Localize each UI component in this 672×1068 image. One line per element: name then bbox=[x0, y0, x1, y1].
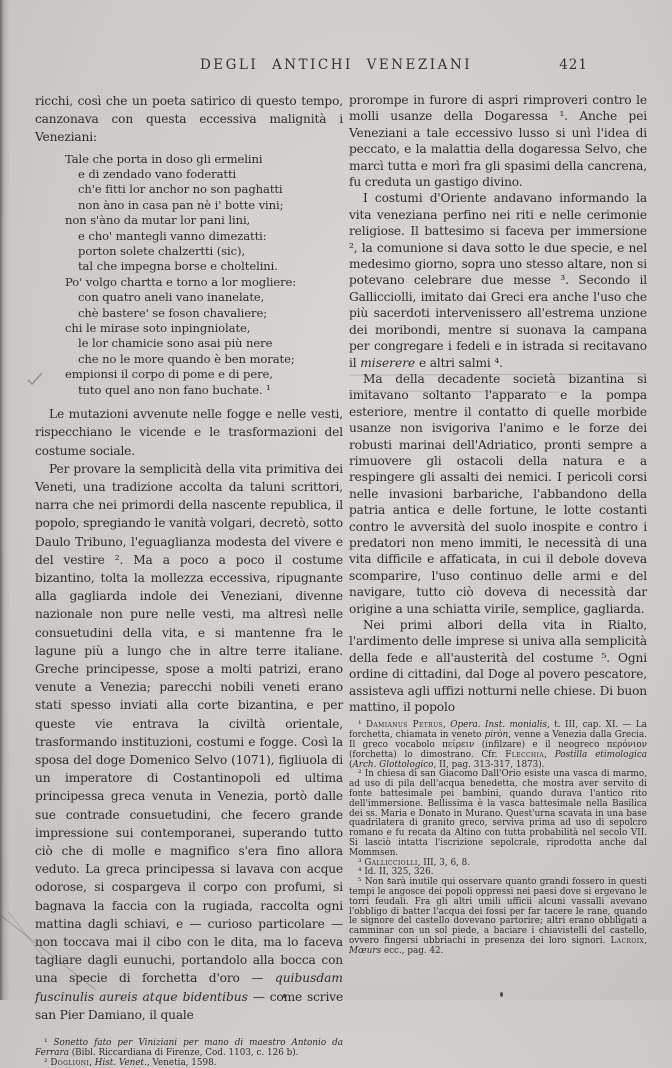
footnote: ¹ Damianus Petrus, Opera. Inst. monialis, t. III, cap. XI. — La forchetta, chiamata in veneto piròn, venne a Venezia dalla Grecia. Il greco vocabolo πείρειν (infilzare) e il neogreco περόνιον (forchetta) lo dimostrano. Cfr. Flecchia, Postilla etimologica (Arch. Glottologico, II, pag. 313-317, 1873). bbox=[349, 720, 648, 770]
right-body-paragraphs bbox=[349, 92, 647, 715]
footnote: ⁵ Non sarà inutile qui osservare quanto grandi fossero in questi tempi le angosce dei popoli oppressi nei paesi dove si ergevano le torri feudali. Fra gli altri umili ufficii alcuni vassalli avevano l'obbligo di batter l'acqua dei fossi per far tacere le rane, quando le signore del castello dovevano partorire; altri erano obbligati a camminar con un sol piede, a baciare i chiavistelli del castello, ovvero fingersi ubbriachi in presenza dei loro signori. Lacroix, Mœurs ecc., pag. 42. bbox=[349, 877, 647, 956]
poem-line: non s'àno da mutar lor pani lini, bbox=[65, 213, 251, 228]
left-footnotes bbox=[35, 1038, 343, 1068]
footnote: ² Doglioni, Hist. Venet., Venetia, 1598. bbox=[44, 1058, 217, 1068]
poem-line: tal che impegna borse e choltelini. bbox=[78, 259, 278, 274]
poem-line: ch'e fitti lor anchor no son paghatti bbox=[78, 182, 283, 197]
right-footnotes bbox=[349, 721, 647, 956]
right-text-column bbox=[349, 92, 647, 957]
footnote: ³ Gallicciolli, III, 3, 6, 8. bbox=[358, 857, 471, 868]
paragraph: I costumi d'Oriente andavano informando la vita veneziana perfino nei riti e nelle cerimonie religiose. Il battesimo si faceva per immersione ², la comunione si dava sotto le due specie, e nel medesimo giorno, sopra uno stesso altare, non si potevano celebrare due messe ³. Secondo il Gallicciolli, imitato dai Greci era anche l'uso che più sacerdoti intervenissero all'estrema unzione dei moribondi, mentre si suonava la campana per congregare i fedeli e in istrada si recitavano il miserere e altri salmi ⁴. bbox=[349, 191, 647, 370]
poem-line: Tale che porta in doso gli ermelini bbox=[65, 151, 263, 166]
left-intro-paragraphs bbox=[35, 92, 343, 147]
left-text-column bbox=[35, 92, 343, 1068]
poem-line: empionsi il corpo di pome e di pere, bbox=[65, 367, 273, 382]
poem-line: non àno in casa pan nè i' botte vini; bbox=[78, 197, 284, 212]
poem-line: chi le mirase soto inpingniolate, bbox=[65, 321, 251, 336]
paragraph: prorompe in furore di aspri rimproveri contro le molli usanze della Dogaressa ¹. Anche pei Veneziani a tale eccessivo lusso si unì l'idea di peccato, e la malattia della dogaressa Selvo, che marcì tutta e morì fra gli spasimi della cancrena, fu creduta un gastigo divino. bbox=[349, 93, 647, 190]
running-head-title: DEGLI ANTICHI VENEZIANI bbox=[199, 57, 473, 73]
paragraph: ricchi, così che un poeta satirico di questo tempo, canzonava con questa eccessiva malignità i Veneziani: bbox=[35, 94, 343, 145]
poem-line: che no le more quando è ben morate; bbox=[78, 351, 295, 366]
footnote: ⁴ Id. II, 325, 326. bbox=[358, 867, 434, 878]
paragraph: Per provare la semplicità della vita primitiva dei Veneti, una tradizione accolta da taluni scrittori, narra che nei primordi della nascente republica, il popolo, spregiando le vanità volgari, decretò, sotto Daulo Tribuno, l'eguaglianza modesta del vivere e del vestire ². Ma a poco a poco il costume bizantino, tolta la mollezza eccessiva, ripugnante alla gagliarda indole dei Veneziani, divenne nazionale non pure nelle vesti, ma altresì nelle consuetudini della vita, e si mantenne fra le lagune più a lungo che in altre terre italiane. Greche principesse, spose a molti patrizi, erano venute a Venezia; parecchi nobili veneti erano stati spesso inviati alla corte bizantina, e per queste vie entrava la civiltà orientale, trasformando instituzioni, costumi e fogge. Così la sposa del doge Domenico Selvo (1071), figliuola di un imperatore di Costantinopoli ed ultima principessa greca venuta in Venezia, portò dalle sue contrade consuetudini, che fecero grande impressione sui contemporanei, superando tutto ciò che di molle e magnifico s'era fino allora veduto. La greca principessa si lavava con acque odorose, si cospargeva il corpo con profumi, si bagnava la faccia con la rugiada, raccolta ogni mattina dagli schiavi, e — curioso particolare — non toccava mai il cibo con le dita, ma lo faceva tagliare dagli eunuchi, portandolo alla bocca con una specie di forchetta d'oro — quibusdam fuscinulis aureis atque bidentibus — come scrive san Pier Damiano, il quale bbox=[35, 461, 344, 1022]
poem-line: tuto quel ano non fano buchate. ¹ bbox=[78, 382, 271, 397]
page-number: 421 bbox=[559, 57, 588, 73]
pencil-check-mark bbox=[26, 371, 44, 387]
footnote: ¹ Sonetto fato per Viniziani per mano di maestro Antonio da Ferrara (Bibl. Riccardiana di Firenze, Cod. 1103, c. 126 b). bbox=[35, 1038, 343, 1059]
poem-line: e di zendado vano foderatti bbox=[78, 167, 237, 182]
satirical-sonnet bbox=[65, 152, 343, 399]
scan-left-edge-shadow bbox=[0, 0, 10, 1000]
left-body-paragraphs bbox=[35, 405, 343, 1024]
poem-line: Po' volgo chartta e torno a lor mogliere: bbox=[65, 274, 297, 289]
paragraph: Ma della decadente società bizantina si imitavano soltanto l'apparato e la pompa esteriore, mentre il contatto di quelle morbide usanze non isvigoriva l'animo e le forze dei robusti marinai dell'Adriatico, pronti sempre a rimuovere gli ostacoli della natura e a respingere gli assalti dei nemici. I pericoli corsi nelle invasioni barbariche, l'abbandono della patria antica e delle fortune, le lotte costanti contro le avversità del suolo inospite e contro i predatori non meno immiti, le necessità di una vita difficile e affaticata, in cui il debole doveva scomparire, l'uso continuo delle armi e del navigare, tutto ciò doveva di necessità dar origine a una schiatta virile, semplice, gagliarda. bbox=[349, 371, 647, 616]
scan-speck bbox=[500, 992, 503, 997]
paragraph: Nei primi albori della vita in Rialto, l'ardimento delle imprese si univa alla semplicità della fede e all'austerità del costume ⁵. Ogni ordine di cittadini, dal Doge al povero pescatore, assisteva agli uffizi notturni nelle chiese. Di buon mattino, il popolo bbox=[349, 618, 647, 715]
poem-line: con quatro aneli vano inanelate, bbox=[78, 290, 265, 305]
poem-line: e cho' mantegli vanno dimezatti: bbox=[78, 228, 267, 243]
poem-line: le lor chamicie sono asai più nere bbox=[78, 336, 273, 351]
poem-line: chè bastere' se foson chavaliere; bbox=[78, 305, 268, 320]
paragraph: Le mutazioni avvenute nelle fogge e nelle vesti, rispecchiano le vicende e le trasformazioni del costume sociale. bbox=[35, 407, 343, 458]
footnote: ² In chiesa di san Giacomo Dall'Orio esiste una vasca di marmo, ad uso di pila dell'acqua benedetta, che mostra aver servito di fonte battesimale pei bambini, quando durava l'antico rito dell'immersione. Bellissima è la vasca battesimale nella Basilica dei ss. Maria e Donato in Murano. Quest'urna scavata in una base quadrilatera di granito greco, serviva prima ad uso di sepolcro romano e fu recata da Altino con tutta probabilità nel secolo VII. Si lasciò intatta l'iscrizione sepolcrale, riprodotta anche dal Mommsen. bbox=[349, 769, 647, 858]
poem-line: porton solete chalzertti (sic), bbox=[78, 244, 246, 259]
